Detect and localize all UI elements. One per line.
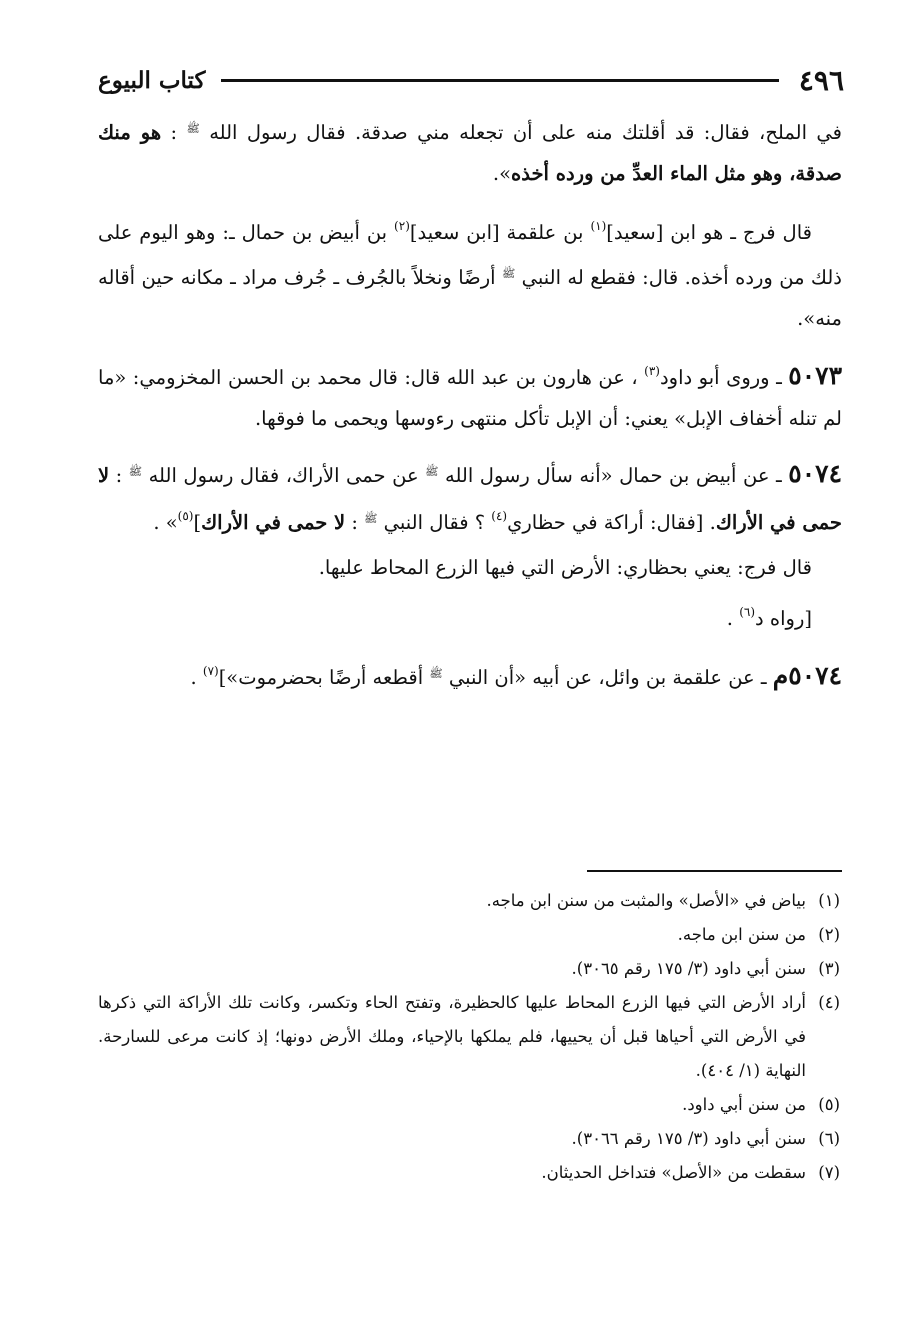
paragraph-farag: [98, 206, 842, 339]
text-run: » .: [153, 511, 178, 534]
footnote-text: من سنن أبي داود.: [682, 1095, 806, 1114]
text-run: ]: [193, 511, 202, 534]
text-run: ؟ فقال النبي: [377, 511, 492, 534]
text-run: .: [190, 666, 203, 689]
footnote-number: (٣): [818, 959, 840, 978]
footnote-ref: (١): [590, 219, 607, 233]
text-run: قال فرج ـ هو ابن [سعيد]: [606, 221, 812, 244]
prophet-quote: هو منك صدقة، وهو مثل الماء العدِّ من ورده أخذه: [98, 121, 842, 185]
footnote-ref: (٣): [644, 364, 660, 378]
text-run: ، عن هارون بن عبد الله قال: قال محمد بن الحسن المخزومي: «ما لم تنله أخفاف الإبل» يعني: أن الإبل تأكل منتهى رءوسها ويحمى ما فوقها.: [98, 366, 842, 430]
footnote-separator: [587, 870, 842, 872]
text-run: في الملح، فقال: قد أقلتك منه على أن تجعله مني صدقة. فقال رسول الله: [199, 121, 842, 144]
text-run: :: [109, 464, 129, 487]
header-rule: [221, 79, 778, 82]
hadith-5073: [98, 351, 842, 439]
footnote-text: بياض في «الأصل» والمثبت من سنن ابن ماجه.: [486, 891, 806, 910]
footnote-item: [98, 1156, 840, 1190]
book-title: كتاب البيوع: [98, 66, 206, 94]
pbuh-symbol: ﷺ: [425, 465, 439, 478]
page-header: [98, 58, 844, 102]
text-run: :: [345, 511, 365, 534]
footnote-ref: (٥): [177, 509, 194, 523]
footnote-text: سقطت من «الأصل» فتداخل الحديثان.: [541, 1163, 806, 1182]
footnote-number: (٤): [818, 993, 840, 1012]
text-run: قال فرج: يعني بحظاري: الأرض التي فيها الزرع المحاط عليها.: [318, 556, 812, 579]
text-run: .: [726, 607, 740, 630]
footnotes: [98, 884, 840, 1190]
footnote-item: [98, 918, 840, 952]
paragraph-continuation: [98, 108, 842, 194]
main-text: [98, 108, 842, 710]
footnote-number: (٥): [818, 1095, 840, 1114]
text-run: بن علقمة [ابن سعيد]: [409, 221, 591, 244]
text-run: ـ عن علقمة بن وائل، عن أبيه «أن النبي: [442, 666, 773, 689]
prophet-quote: لا حمى في الأراك: [201, 511, 346, 534]
hadith-5074: [98, 451, 842, 543]
text-run: بن أبيض بن حمال ـ: وهو اليوم على ذلك من ورده أخذه. قال: فقطع له النبي: [98, 221, 842, 289]
text-run: :: [161, 121, 187, 144]
footnote-item: [98, 884, 840, 918]
pbuh-symbol: ﷺ: [501, 267, 516, 280]
footnote-number: (٦): [818, 1129, 840, 1148]
footnote-item: [98, 986, 840, 1088]
footnote-item: [98, 952, 840, 986]
pbuh-symbol: ﷺ: [128, 465, 143, 478]
text-run: عن حمى الأراك، فقال رسول الله: [142, 464, 426, 487]
pbuh-symbol: ﷺ: [364, 512, 378, 525]
footnote-item: [98, 1088, 840, 1122]
text-run: أقطعه أرضًا بحضرموت»]: [218, 666, 430, 689]
footnote-ref: (٧): [202, 664, 219, 678]
footnote-ref: (٦): [739, 605, 756, 619]
footnote-text: أراد الأرض التي فيها الزرع المحاط عليها كالحظيرة، وتفتح الحاء وتكسر، وكانت تلك الأراكة التي ذكرها في الأرض التي أحياها قبل أن يحييها، فلم يملكها بالإحياء، وملك الأرض دونها؛ إذ كانت مرعى للسارحة. النهاية (١/ ٤٠٤).: [98, 993, 806, 1080]
text-run: ـ وروى أبو داود: [659, 366, 789, 389]
footnote-item: [98, 1122, 840, 1156]
footnote-ref: (٤): [491, 509, 508, 523]
riwayah-line: [98, 592, 842, 639]
text-run: ـ عن أبيض بن حمال «أنه سأل رسول الله: [438, 464, 789, 487]
hadith-number: ٥٠٧٣: [788, 361, 842, 390]
text-run: ».: [492, 162, 512, 185]
footnote-number: (٢): [818, 925, 840, 944]
prophet-quote: لا حمى في الأراك: [98, 464, 842, 534]
footnote-number: (٧): [818, 1163, 840, 1182]
pbuh-symbol: ﷺ: [429, 667, 443, 680]
text-run: أرضًا ونخلاً بالجُرف ـ جُرف مراد ـ مكانه حين أقاله منه».: [98, 266, 842, 330]
footnote-number: (١): [818, 891, 840, 910]
pbuh-symbol: ﷺ: [186, 122, 200, 135]
farag-explanation: [98, 547, 842, 588]
footnote-ref: (٢): [394, 219, 410, 233]
text-run: . [فقال: أراكة في حظاري: [507, 511, 716, 534]
hadith-number: ٥٠٧٤م: [772, 661, 842, 690]
footnote-text: سنن أبي داود (٣/ ١٧٥ رقم ٣٠٦٦).: [571, 1129, 806, 1148]
hadith-5074m: [98, 651, 842, 698]
footnote-text: من سنن ابن ماجه.: [677, 925, 806, 944]
footnote-text: سنن أبي داود (٣/ ١٧٥ رقم ٣٠٦٥).: [571, 959, 806, 978]
hadith-number: ٥٠٧٤: [788, 459, 842, 488]
text-run: [رواه د: [755, 607, 812, 630]
page-number: ٤٩٦: [798, 63, 844, 97]
